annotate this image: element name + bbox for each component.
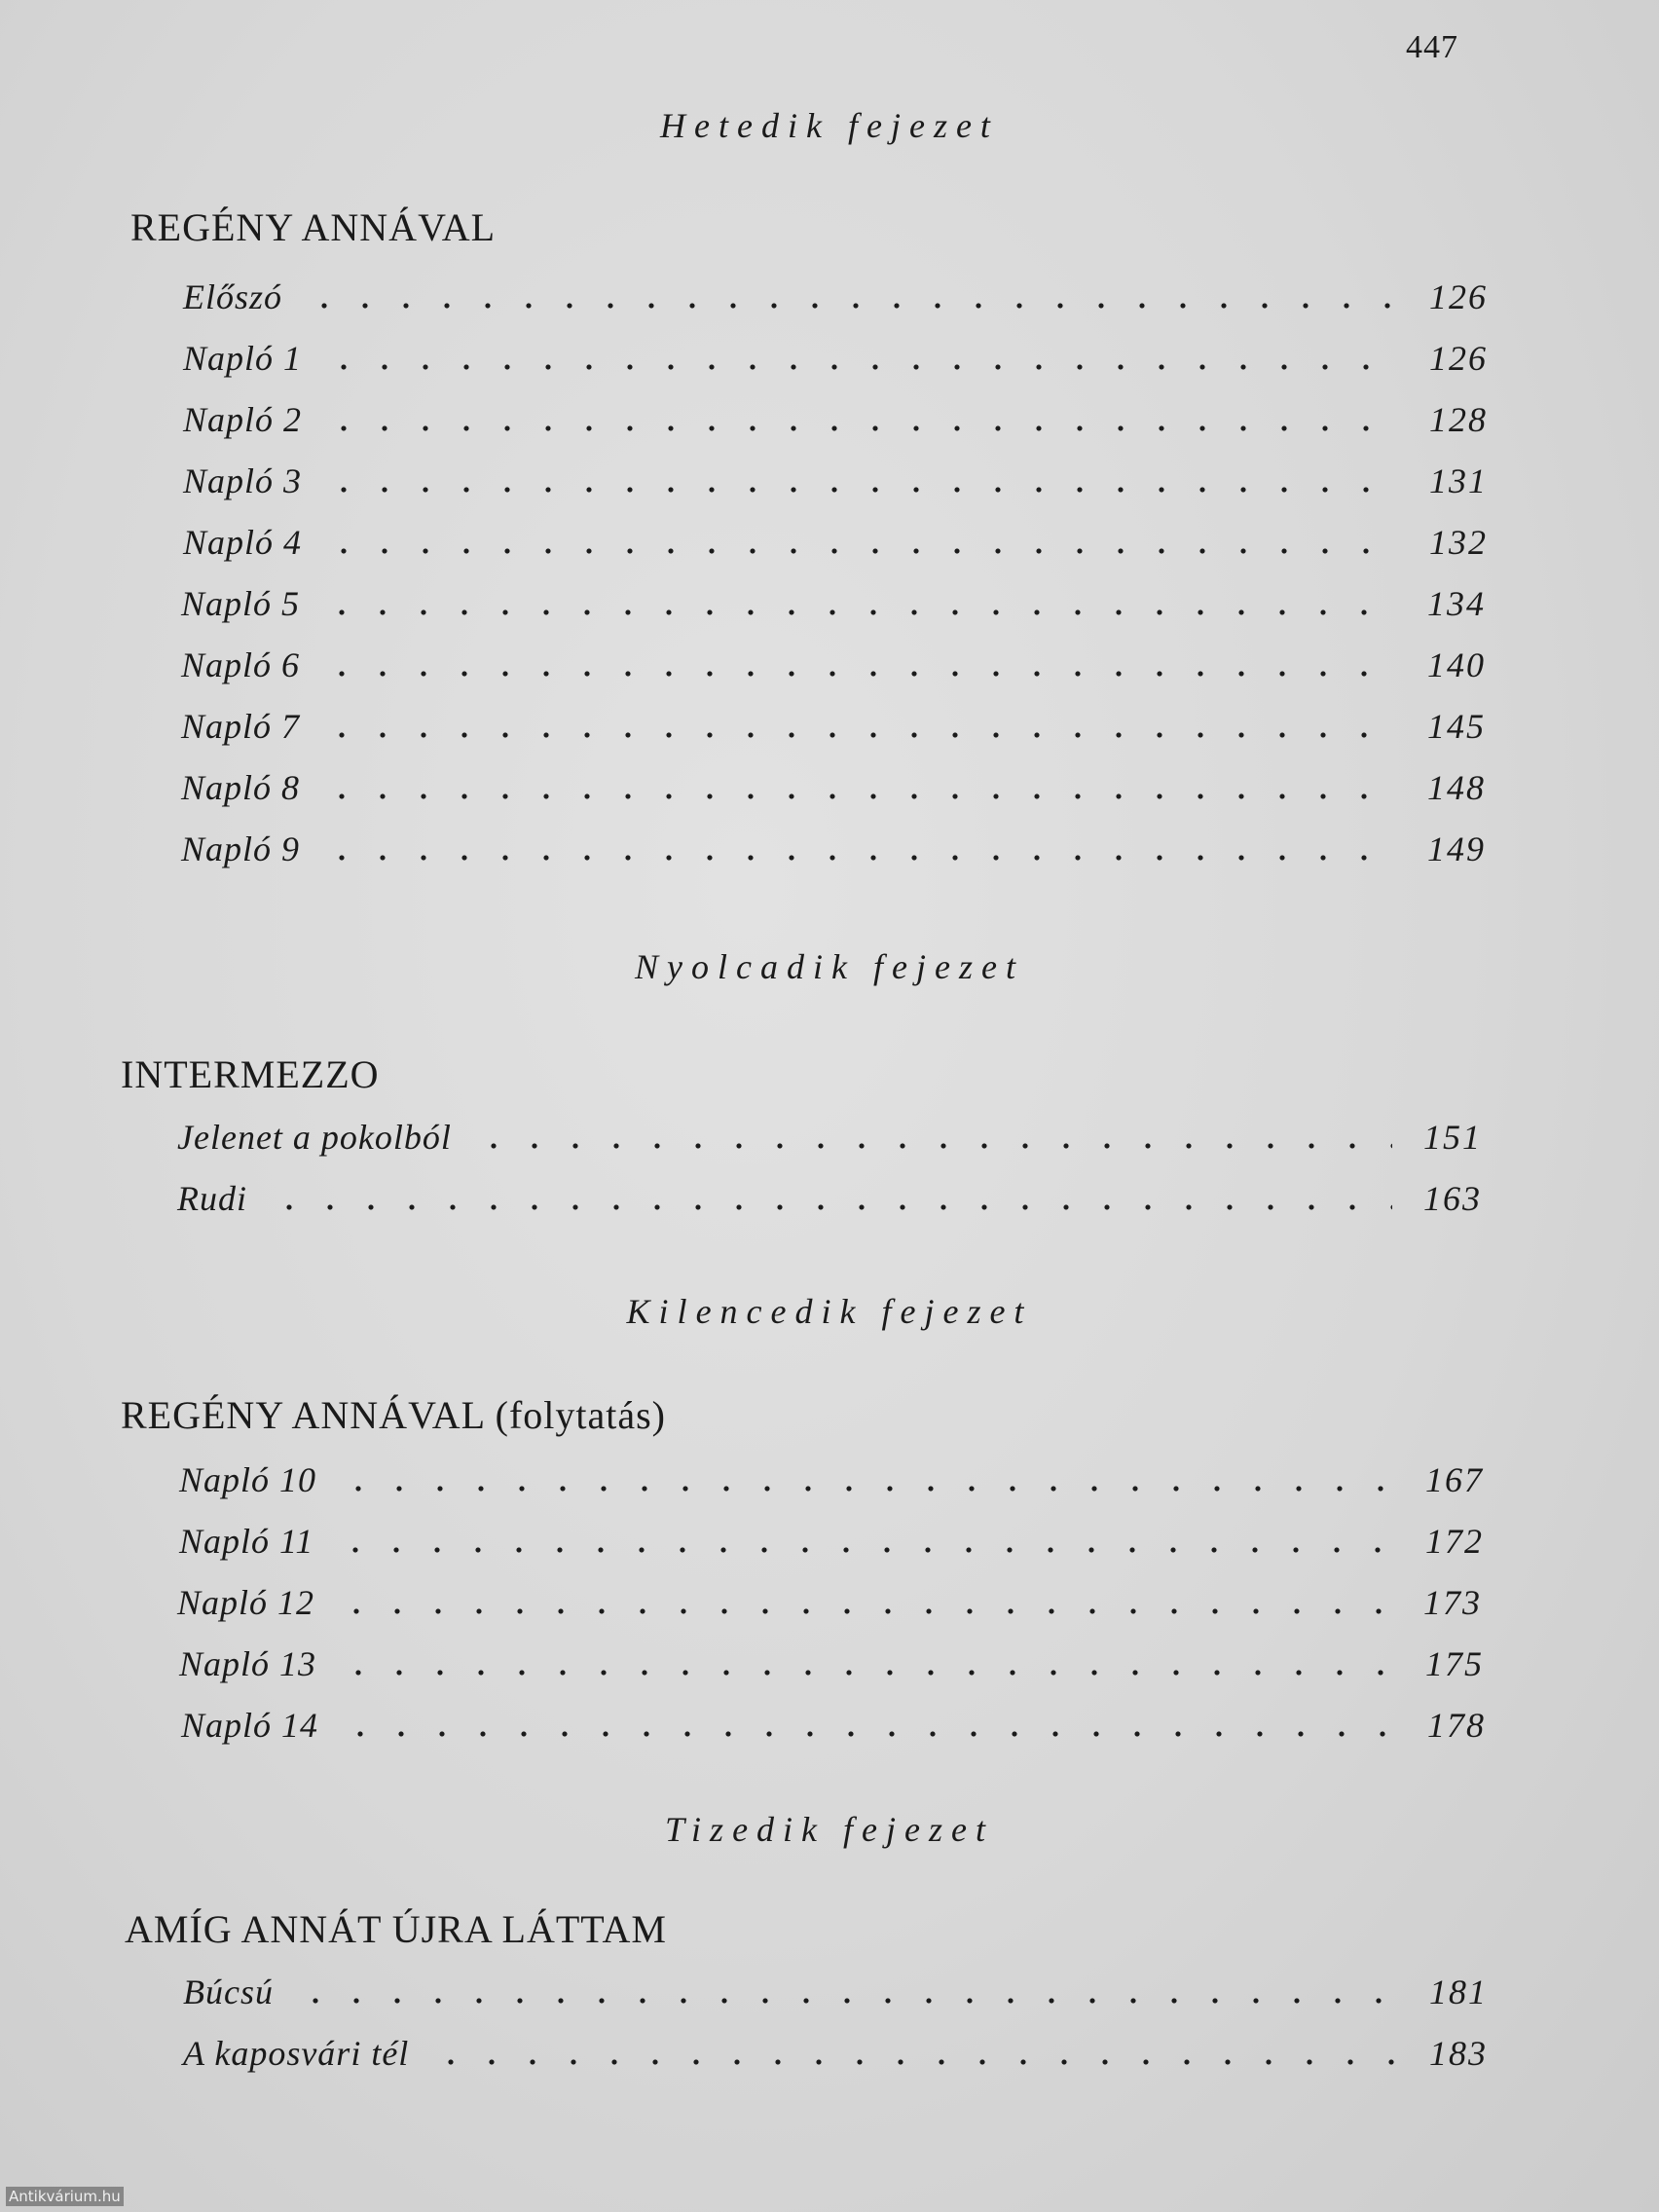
dot-leader (321, 608, 1396, 616)
entry-title: Rudi (177, 1179, 247, 1218)
entry-page: 132 (1429, 523, 1488, 562)
dot-leader (323, 424, 1398, 432)
toc-entry[interactable] (181, 758, 1486, 817)
entry-page: 145 (1427, 707, 1486, 746)
chapter-heading: Kilencedik fejezet (626, 1292, 1033, 1331)
entry-page: 134 (1427, 584, 1486, 623)
toc-entry[interactable] (177, 1108, 1482, 1166)
entry-page: 175 (1425, 1644, 1484, 1683)
page-number: 447 (1406, 29, 1458, 65)
toc-entry[interactable] (181, 574, 1486, 633)
entry-title: Napló 1 (183, 339, 303, 378)
dot-leader (335, 1546, 1394, 1554)
dot-leader (336, 1607, 1392, 1615)
section-title: AMÍG ANNÁT ÚJRA LÁTTAM (125, 1907, 667, 1951)
chapter-heading: Hetedik fejezet (660, 106, 999, 145)
dot-leader (338, 1485, 1394, 1493)
entry-title: Napló 11 (179, 1522, 314, 1561)
entry-title: Napló 6 (181, 645, 301, 684)
dot-leader (338, 1669, 1394, 1677)
dot-leader (323, 363, 1398, 371)
entry-page: 140 (1427, 645, 1486, 684)
entry-title: Napló 3 (183, 461, 303, 500)
watermark: Antikvárium.hu (6, 2187, 124, 2206)
toc-entry[interactable] (183, 268, 1488, 326)
entry-page: 126 (1429, 339, 1488, 378)
toc-entry[interactable] (181, 636, 1486, 694)
dot-leader (340, 1730, 1396, 1738)
entry-page: 183 (1429, 2034, 1488, 2073)
dot-leader (321, 731, 1396, 739)
dot-leader (269, 1203, 1392, 1211)
entry-page: 167 (1425, 1460, 1484, 1499)
toc-entry[interactable] (183, 513, 1488, 571)
entry-title: Napló 12 (177, 1583, 315, 1622)
entry-title: Búcsú (183, 1972, 274, 2011)
entry-title: A kaposvári tél (183, 2034, 410, 2073)
toc-entry[interactable] (177, 1573, 1482, 1632)
dot-leader (304, 302, 1398, 310)
entry-title: Napló 7 (181, 707, 301, 746)
toc-entry[interactable] (181, 820, 1486, 878)
toc-entry[interactable] (181, 1696, 1486, 1754)
entry-page: 173 (1423, 1583, 1482, 1622)
toc-entry[interactable] (183, 1963, 1488, 2021)
toc-entry[interactable] (183, 2024, 1488, 2083)
toc-entry[interactable] (179, 1512, 1484, 1570)
entry-page: 151 (1423, 1118, 1482, 1157)
entry-page: 148 (1427, 768, 1486, 807)
toc-entry[interactable] (183, 452, 1488, 510)
toc-entry[interactable] (177, 1169, 1482, 1228)
dot-leader (321, 854, 1396, 862)
entry-page: 163 (1423, 1179, 1482, 1218)
entry-title: Napló 8 (181, 768, 301, 807)
entry-page: 131 (1429, 461, 1488, 500)
entry-title: Napló 13 (179, 1644, 317, 1683)
section-title: REGÉNY ANNÁVAL (folytatás) (121, 1393, 667, 1437)
entry-page: 178 (1427, 1706, 1486, 1745)
section-title: INTERMEZZO (121, 1052, 380, 1096)
dot-leader (295, 1997, 1398, 2005)
entry-title: Napló 9 (181, 830, 301, 868)
toc-entry[interactable] (181, 697, 1486, 756)
entry-page: 181 (1429, 1972, 1488, 2011)
entry-title: Napló 2 (183, 400, 303, 439)
dot-leader (321, 670, 1396, 678)
entry-title: Előszó (183, 277, 283, 316)
chapter-heading: Nyolcadik fejezet (635, 947, 1024, 986)
toc-entry[interactable] (183, 329, 1488, 387)
entry-page: 126 (1429, 277, 1488, 316)
section-title: REGÉNY ANNÁVAL (130, 205, 497, 249)
entry-page: 128 (1429, 400, 1488, 439)
entry-title: Jelenet a pokolból (177, 1118, 452, 1157)
dot-leader (323, 486, 1398, 494)
dot-leader (321, 793, 1396, 800)
entry-page: 172 (1425, 1522, 1484, 1561)
entry-page: 149 (1427, 830, 1486, 868)
toc-entry[interactable] (179, 1635, 1484, 1693)
toc-entry[interactable] (179, 1451, 1484, 1509)
dot-leader (323, 547, 1398, 555)
entry-title: Napló 5 (181, 584, 301, 623)
entry-title: Napló 14 (181, 1706, 319, 1745)
entry-title: Napló 10 (179, 1460, 317, 1499)
entry-title: Napló 4 (183, 523, 303, 562)
chapter-heading: Tizedik fejezet (665, 1810, 994, 1849)
dot-leader (473, 1142, 1392, 1150)
dot-leader (430, 2058, 1398, 2066)
toc-entry[interactable] (183, 390, 1488, 449)
